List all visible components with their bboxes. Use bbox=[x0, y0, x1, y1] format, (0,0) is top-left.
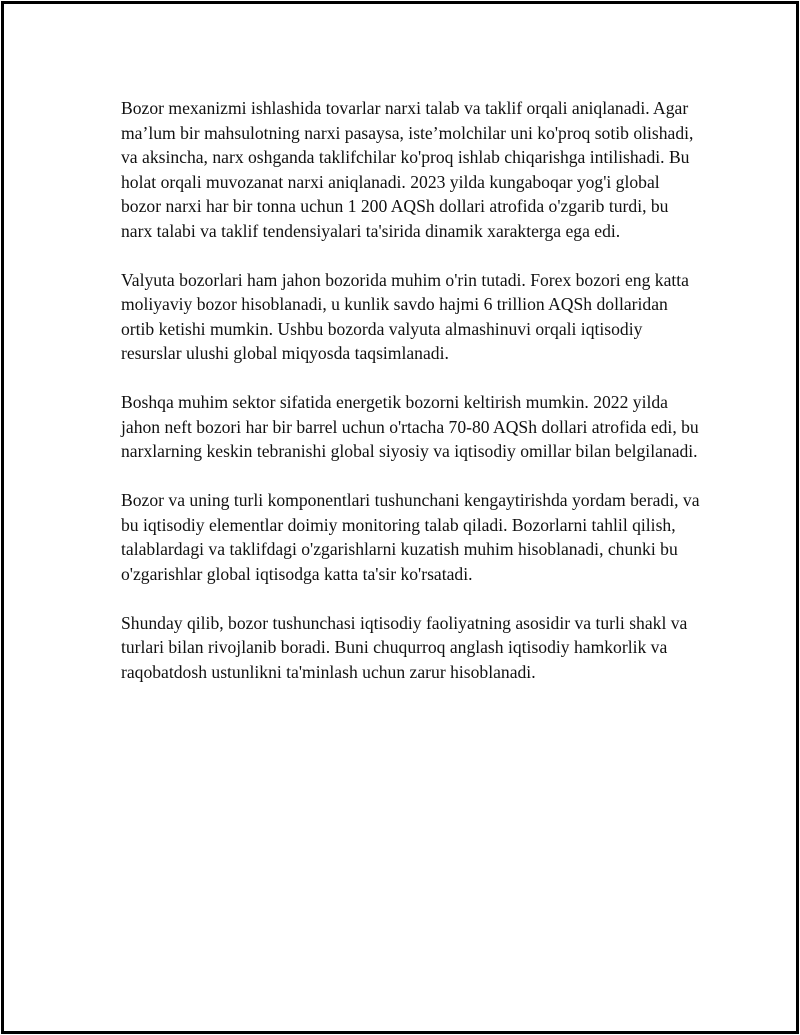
paragraph-currency-markets: Valyuta bozorlari ham jahon bozorida muhim o'rin tutadi. Forex bozori eng katta moliyaviy bozor hisoblanadi, u kunlik savdo hajmi 6 trillion AQSh dollaridan ortib ketishi mumkin. Ushbu bozorda valyuta almashinuvi orqali iqtisodiy resurslar ulushi global miqyosda taqsimlanadi. bbox=[121, 269, 689, 363]
paragraph-market-components: Bozor va uning turli komponentlari tushunchani kengaytirishda yordam beradi, va bu iqtisodiy elementlar doimiy monitoring talab qiladi. Bozorlarni tahlil qilish, talablardagi va taklifdagi o'zgarishlarni kuzatish muhim hisoblanadi, chunki bu o'zgarishlar global iqtisodga katta ta'sir ko'rsatadi. bbox=[121, 490, 700, 584]
paragraph-conclusion: Shunday qilib, bozor tushunchasi iqtisodiy faoliyatning asosidir va turli shakl va turlari bilan rivojlanib boradi. Buni chuqurroq anglash iqtisodiy hamkorlik va raqobatdosh ustunlikni ta'minlash uchun zarur hisoblanadi. bbox=[121, 612, 688, 682]
page-frame bbox=[1, 1, 799, 1034]
paragraph-market-mechanism: Bozor mexanizmi ishlashida tovarlar narxi talab va taklif orqali aniqlanadi. Agar ma’lum bir mahsulotning narxi pasaysa, iste’molchilar uni ko'proq sotib olishadi, va aksincha, narx oshganda taklifchilar ko'proq ishlab chiqarishga intilishadi. Bu holat orqali muvozanat narxi aniqlanadi. 2023 yilda kungaboqar yog'i global bozor narxi har bir tonna uchun 1 200 AQSh dollari atrofida o'zgarib turdi, bu narx talabi va taklif tendensiyalari ta'sirida dinamik xarakterga ega edi. bbox=[121, 98, 694, 241]
paragraph-energy-market: Boshqa muhim sektor sifatida energetik bozorni keltirish mumkin. 2022 yilda jahon neft bozori har bir barrel uchun o'rtacha 70-80 AQSh dollari atrofida edi, bu narxlarning keskin tebranishi global siyosiy va iqtisodiy omillar bilan belgilanadi. bbox=[121, 392, 699, 461]
document-body bbox=[121, 96, 701, 709]
